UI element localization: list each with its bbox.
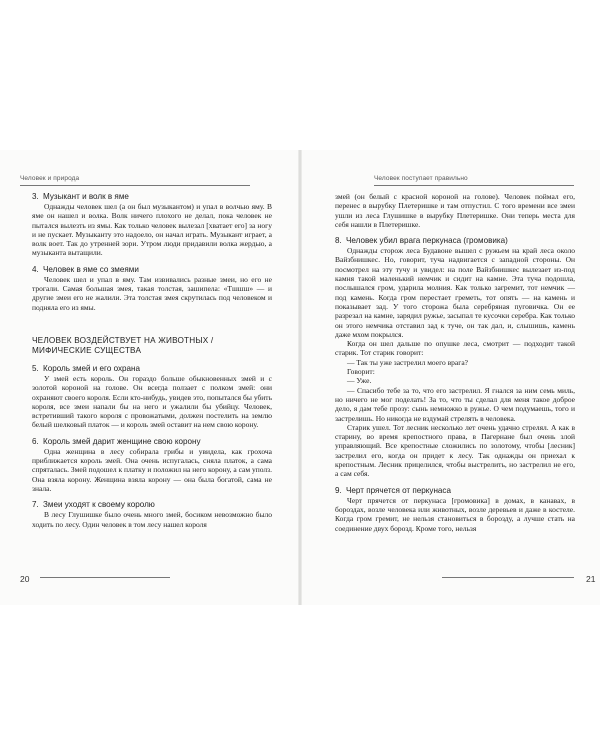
section-5-paragraph: У змей есть король. Он гораздо больше обыкновенных змей и с золотой короной на голове. Он всегда ползает с полком змей: они охраняют своего короля. Если кто-нибудь, увидев это, попытался бы убить короля, все змеи напали бы на него и ужалили бы убийцу. Человек, встретивший такого короля с провожатыми, должен постелить на землю белый шелковый платок — и король змей оставит на нем свою корону. [32, 373, 272, 430]
section-7-paragraph: В лесу Глушишке было очень много змей, босиком невозможно было ходить по лесу. Один человек в том лесу нашел короля [32, 510, 272, 529]
left-foot-rule [40, 577, 170, 578]
book-spread [0, 150, 600, 605]
section-5-title: 5. Король змей и его охрана [32, 363, 141, 373]
section-8-paragraph-1: Однажды сторож леса Будавоне вышел с ружьем на край леса около Вайзбнишкес. Но, говорит, туча надвигается с западной стороны. Он посмотрел на эту тучу и увидел: на поле Вайзбнишкес вылезает из-под камня такой маленький немчик и сидит на камне. Эта туча подошла, послышался гром, ударила молния. Как только загремит, тот немчик — под камень. Когда гром перестает греметь, тот опять — на камень и показывает зад. У того сторожа была серебряная пуговичка. Он ее разрезал на камне, зарядил ружье, засыпал те кусочки серебра. Как только он этого немчика отставил зад к туче, он так дал, и, слышишь, камень даже мхом покрылся. [335, 246, 575, 339]
section-8-paragraph-2: Когда он шел дальше по опушке леса, смотрит — подходит такой старик. Тот старик говорит: [335, 339, 575, 358]
continuation-paragraph: змей (он белый с красной короной на голове). Человек поймал его, перенес в вырубку Плетеришке и там отпустил. С того времени все змеи ушли из леса Глушишке в вырубку Плетеришке. Они теперь места для себя нашли в Плетеришке. [335, 192, 575, 229]
section-4-title: 4. Человек в яме со змеями [32, 264, 139, 274]
section-8-paragraph-7: Старик ушел. Тот лесник несколько лет очень удачно стрелял. А как в старину, во время крепостного права, в Пагернане был очень злой управляющий. Все крепостные сложились по золотому, чтобы [лесник] застрелил его, когда он придет к лесу. Так однажды он приехал к крепостным. Лесник прицелился, чтобы выстрелить, но застрелил не его, а сам себя. [335, 422, 575, 479]
section-8-paragraph-5: — Уже. [347, 376, 372, 386]
section-3-title: 3. Музыкант и волк в яме [32, 192, 129, 201]
section-8-paragraph-3: — Так ты уже застрелил моего врага? [347, 357, 468, 367]
left-page-number: 20 [20, 574, 30, 584]
left-head-rule [20, 185, 250, 186]
left-running-head: Человек и природа [20, 175, 80, 182]
right-page [302, 150, 600, 605]
section-8-paragraph-4: Говорит: [347, 367, 375, 377]
section-9-title: 9. Черт прячется от перкунаса [335, 485, 451, 495]
right-page-number: 21 [586, 574, 596, 584]
section-7-title: 7. Змеи уходят к своему королю [32, 500, 155, 510]
right-head-rule [374, 185, 574, 186]
section-8-paragraph-6: — Спасибо тебе за то, что его застрелил. Я гнался за ним семь миль, но ничего не мог поделать! За то, что ты сделал для меня такое доброе дело, я дам тебе прозу: сынь немножко в ружье. О чем подумаешь, того и застрелишь. Но никогда не вздумай стрелять в человека. [335, 385, 575, 423]
chapter-heading: ЧЕЛОВЕК ВОЗДЕЙСТВУЕТ НА ЖИВОТНЫХ / МИФИЧЕСКИЕ СУЩЕСТВА [32, 335, 214, 356]
section-3-paragraph: Однажды человек шел (а он был музыкантом) и упал в волчью яму. В яме он нашел и волка. Волк ничего плохого не делал, пока человек не пытался вылезть из ямы. Как только человек вылезал [хватает его] за ногу и не пускает. Музыканту это надоело, он начал играть. Музыкант играет, а волк воет. Так до утренней зори. Утром люди придавили волка жердью, а музыканта вытащили. [32, 202, 272, 258]
section-6-title: 6. Король змей дарит женщине свою корону [32, 436, 201, 446]
section-6-paragraph: Одна женщина в лесу собирала грибы и увидела, как грохоча приближается король змей. Она очень испугалась, сняла платок, а сама спряталась. Змей подошел к платку и положил на него корону, а сам уполз. Она взяла корону. Женщина взяла корону — она была богатой, сама не знала. [32, 446, 272, 493]
right-page-text [335, 192, 575, 533]
left-page-text [32, 192, 272, 529]
section-9-paragraph: Черт прячется от перкунаса [громовика] в домах, в канавах, в бороздах, возле человека или животных, возле деревьев и даже в костеле. Когда гром гремит, не нельзя становиться в борозду, а лучше стать на соединение двух борозд. Кроме того, нельзя [335, 495, 575, 533]
left-page [0, 150, 298, 605]
right-running-head: Человек поступает правильно [374, 175, 468, 182]
right-foot-rule [442, 577, 574, 578]
section-4-paragraph: Человек шел и упал в яму. Там извивались разные змеи, но его не трогали. Самая большая змея, такая толстая, зашипела: «Тшшш» — и другие змеи его не жалили. Эта толстая змея скрутилась под человеком и подняла его из ямы. [32, 274, 272, 312]
section-8-title: 8. Человек убил врага перкунаса (громовика) [335, 236, 508, 246]
